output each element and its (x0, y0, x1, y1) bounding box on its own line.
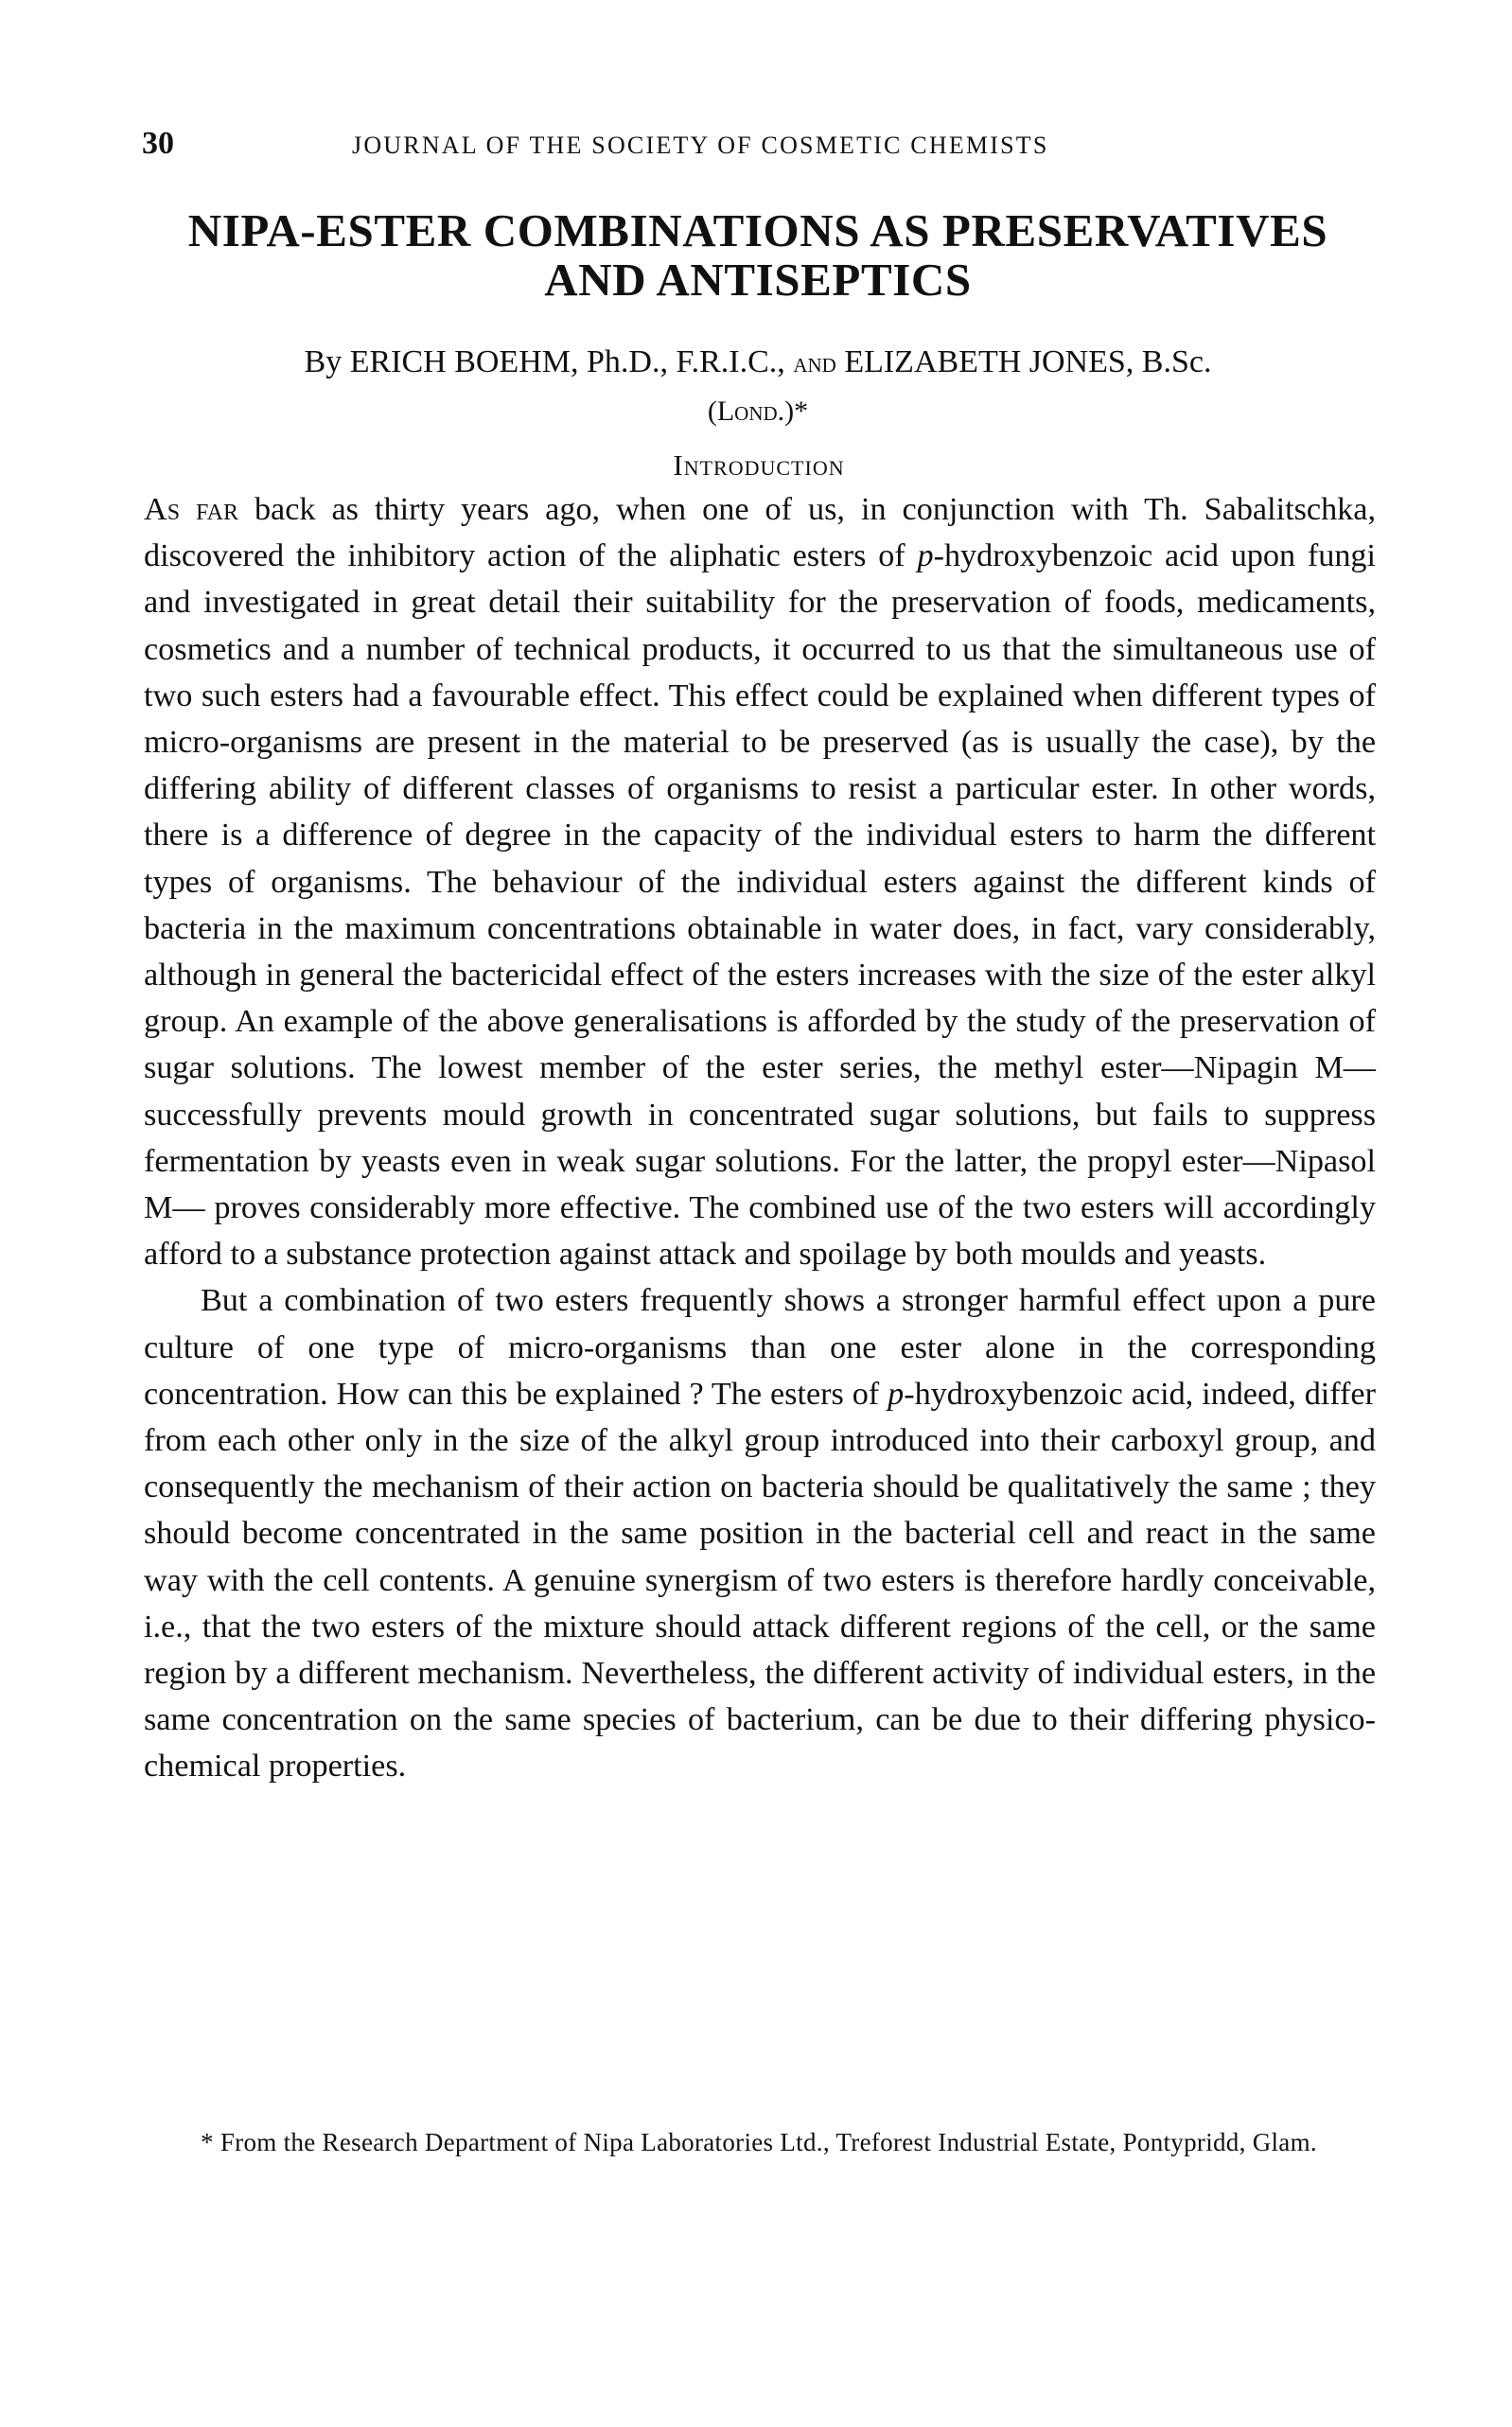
italic-para-prefix: p (917, 538, 934, 574)
article-title (138, 206, 1378, 305)
italic-para-prefix: p (888, 1376, 905, 1412)
article-body (144, 486, 1376, 1790)
author-byline (140, 339, 1376, 435)
byline-first-author: By ERICH BOEHM, Ph.D., F.R.I.C., (304, 344, 785, 379)
byline-affiliation: (Lond.)* (707, 396, 809, 427)
journal-title: JOURNAL OF THE SOCIETY OF COSMETIC CHEMISTS (352, 132, 1049, 159)
byline-second-author: ELIZABETH JONES, B.Sc. (844, 344, 1212, 379)
section-heading-introduction: Introduction (673, 448, 845, 482)
paragraph-2-text: But a combination of two esters frequently shows a stronger harmful effect upon a pure culture of one type of micro-organisms than one ester alone in the corresponding concentration. How can this be explained ? The esters of p-hydroxybenzoic acid, indeed, differ from each other only in the size of the alkyl group introduced into their carboxyl group, and consequently the mechanism of their action on bacteria should be qualitatively the same ; they should become concentrated in the same position in the bacterial cell and react in the same way with the cell contents. A genuine synergism of two esters is therefore hardly conceivable, i.e., that the two esters of the mixture should attack different regions of the cell, or the same region by a different mechanism. Nevertheless, the different activity of individual esters, in the same concentration on the same species of bacterium, can be due to their differing physico-chemical properties. (144, 1283, 1376, 1785)
byline-conjunction: and (793, 347, 836, 378)
paragraph-lead-in: As far (144, 492, 238, 527)
running-head (144, 125, 1374, 163)
page-number: 30 (142, 126, 174, 161)
article-title-line-2: AND ANTISEPTICS (544, 254, 972, 306)
paragraph-1-text: back as thirty years ago, when one of us, in conjunction with Th. Sabalitschka, discovered the inhibitory action of the aliphatic esters of p-hydroxybenzoic acid upon fungi and investigated in great detail their suitability for the preservation of foods, medicaments, cosmetics and a number of technical products, it occurred to us that the simultaneous use of two such esters had a favourable effect. This effect could be explained when different types of micro-organisms are present in the material to be preserved (as is usually the case), by the differing ability of different classes of organisms to resist a particular ester. In other words, there is a difference of degree in the capacity of the individual esters to harm the different types of organisms. The behaviour of the individual esters against the different kinds of bacteria in the maximum concentrations obtainable in water does, in fact, vary considerably, although in general the bactericidal effect of the esters increases with the size of the ester alkyl group. An example of the above generalisations is afforded by the study of the preservation of sugar solutions. The lowest member of the ester series, the methyl ester—Nipagin M—successfully prevents mould growth in concentrated sugar solutions, but fails to suppress fermentation by yeasts even in weak sugar solutions. For the latter, the propyl ester—Nipasol M— proves considerably more effective. The combined use of the two esters will accordingly afford to a substance protection against attack and spoilage by both moulds and yeasts. (144, 492, 1377, 1273)
footnote: * From the Research Department of Nipa Laboratories Ltd., Treforest Industrial Estate, Pontypridd, Glam. (201, 2128, 1317, 2156)
paragraph-1 (144, 486, 1376, 1277)
paragraph-2 (144, 1277, 1376, 1789)
article-title-line-1: NIPA-ESTER COMBINATIONS AS PRESERVATIVES (187, 204, 1328, 256)
